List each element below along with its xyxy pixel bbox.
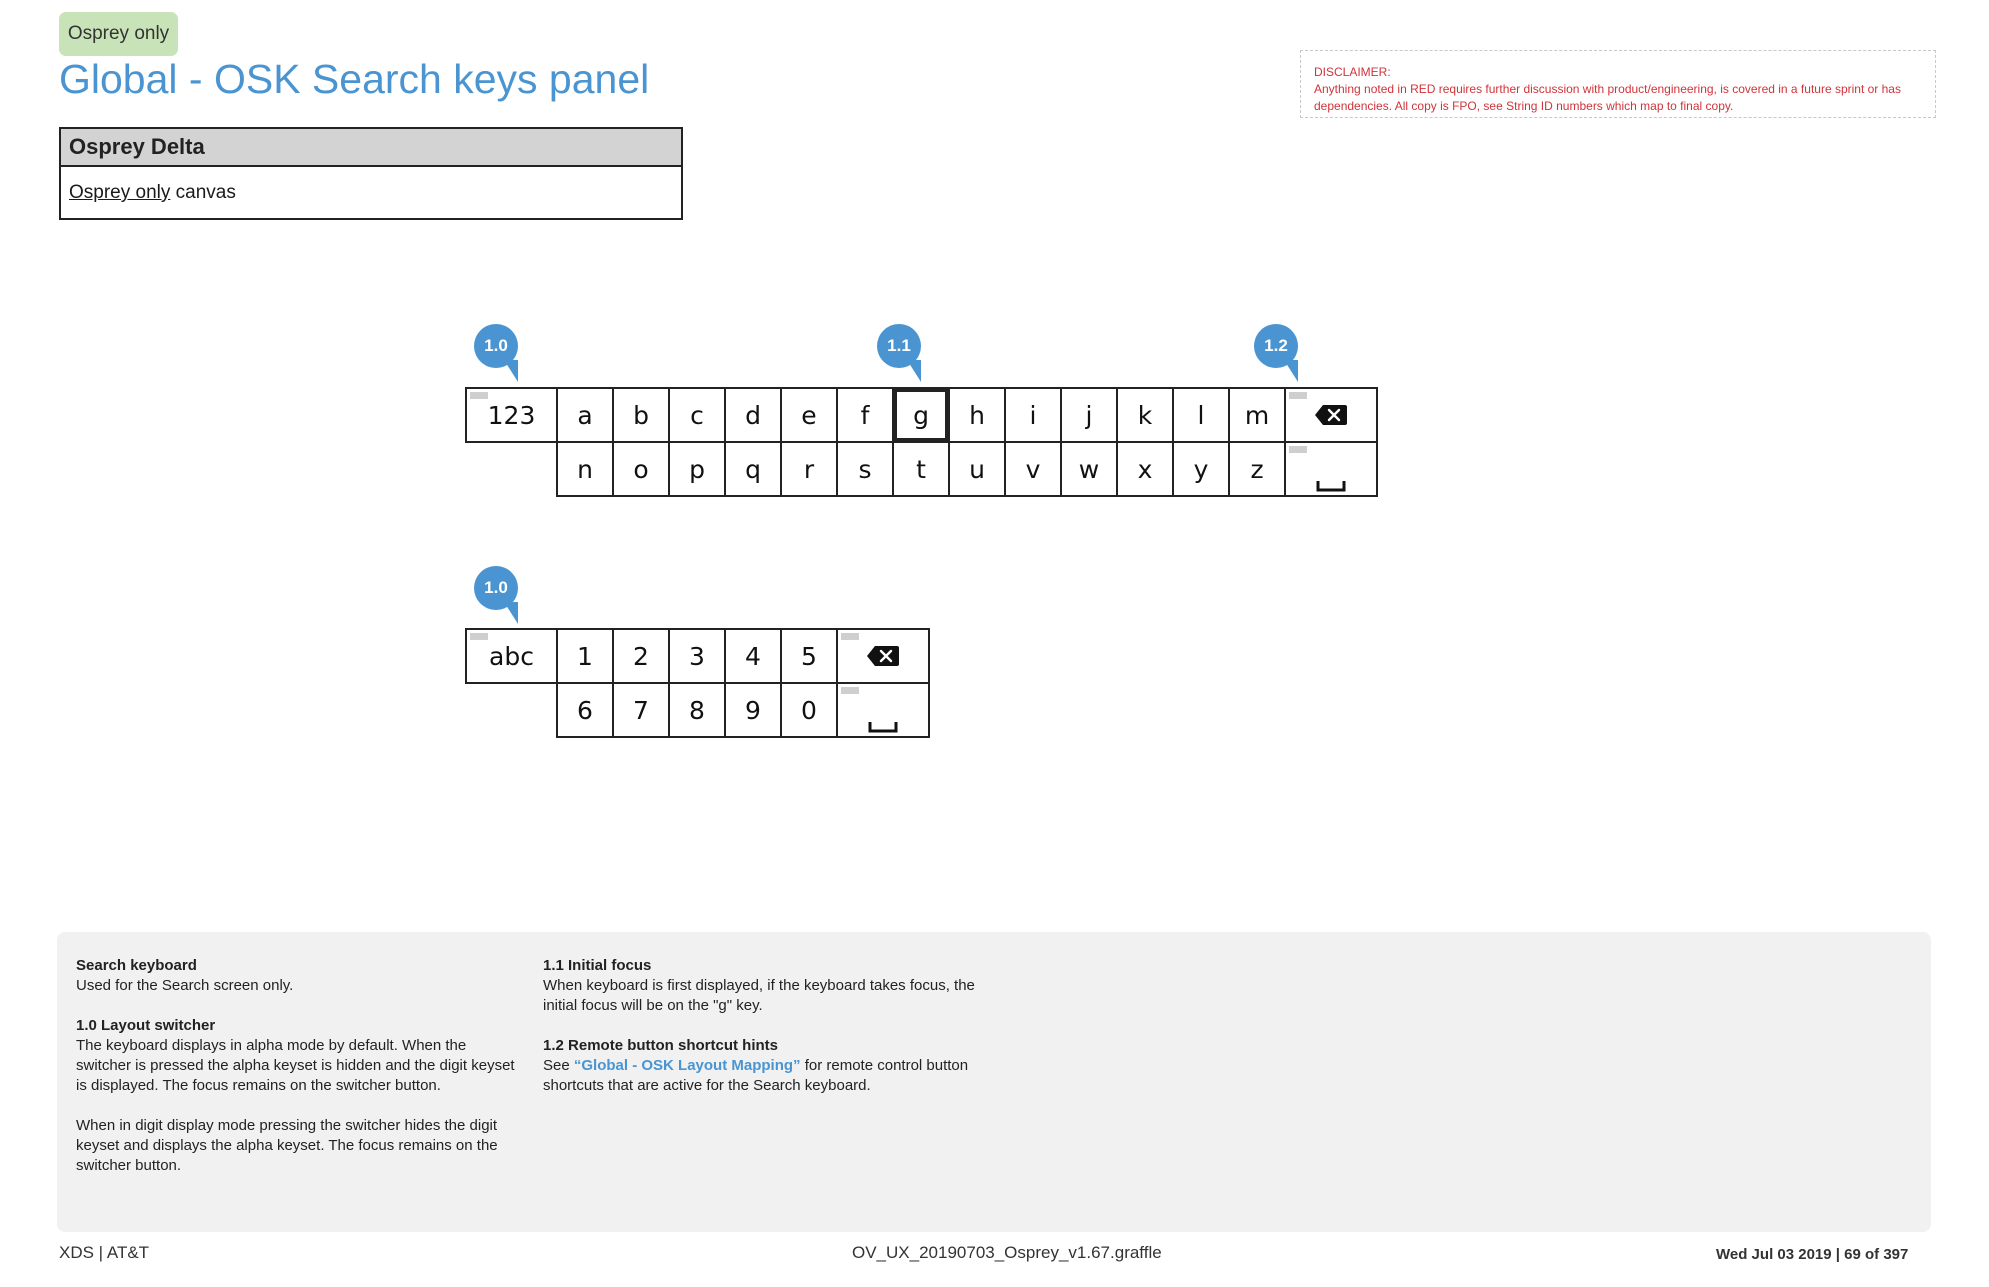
shortcut-hint-marker (470, 392, 488, 399)
key-label: h (969, 400, 985, 430)
layout-switcher-text-2: When in digit display mode pressing the switcher hides the digit keyset and displays the alpha keyset. The focus remains on the switcher button. (76, 1117, 498, 1174)
shortcut-hint-marker (1289, 392, 1307, 399)
context-row-text: canvas (170, 182, 236, 203)
context-table-row (61, 167, 681, 219)
notes-panel (57, 932, 1931, 1232)
alpha-key-c[interactable] (668, 387, 726, 443)
alpha-key-f[interactable] (836, 387, 894, 443)
alpha-key-a[interactable] (556, 387, 614, 443)
key-label: w (1078, 454, 1100, 484)
digit-key-1[interactable] (556, 628, 614, 684)
key-label: u (969, 454, 985, 484)
layout-switcher-key-123[interactable] (465, 387, 558, 443)
key-label: x (1137, 454, 1153, 484)
key-label: d (745, 400, 761, 430)
search-keyboard-heading: Search keyboard (76, 957, 197, 974)
alpha-key-k[interactable] (1116, 387, 1174, 443)
layout-switcher-key-abc[interactable] (465, 628, 558, 684)
key-label: e (801, 400, 817, 430)
alpha-key-o[interactable] (612, 441, 670, 497)
search-keyboard-text: Used for the Search screen only. (76, 977, 294, 994)
alpha-key-v[interactable] (1004, 441, 1062, 497)
digit-key-6[interactable] (556, 682, 614, 738)
key-label: z (1250, 454, 1264, 484)
digit-key-5[interactable] (780, 628, 838, 684)
key-label: v (1025, 454, 1041, 484)
key-label: y (1193, 454, 1209, 484)
footer-filename: OV_UX_20190703_Osprey_v1.67.graffle (852, 1243, 1162, 1262)
key-label: 123 (487, 400, 536, 430)
context-table (59, 127, 683, 220)
disclaimer-text (1314, 64, 1925, 115)
key-label: r (803, 454, 815, 484)
digit-key-8[interactable] (668, 682, 726, 738)
key-label: k (1137, 400, 1153, 430)
digit-key-0[interactable] (780, 682, 838, 738)
osprey-only-link[interactable]: Osprey only (69, 182, 171, 203)
key-label: a (577, 400, 593, 430)
shortcut-hint-marker (841, 633, 859, 640)
alpha-key-e[interactable] (780, 387, 838, 443)
shortcut-hint-marker (1289, 446, 1307, 453)
backspace-icon (1314, 404, 1348, 426)
disclaimer-box (1300, 50, 1936, 118)
alpha-key-s[interactable] (836, 441, 894, 497)
callout-1-0-alpha: 1.0 (474, 324, 518, 368)
key-label: j (1085, 400, 1093, 430)
alpha-key-d[interactable] (724, 387, 782, 443)
space-key[interactable] (836, 682, 930, 738)
digit-key-7[interactable] (612, 682, 670, 738)
key-label: 5 (801, 641, 817, 671)
key-label: 2 (633, 641, 649, 671)
shortcut-hint-marker (470, 633, 488, 640)
alpha-key-u[interactable] (948, 441, 1006, 497)
alpha-key-i[interactable] (1004, 387, 1062, 443)
remote-hints-heading: 1.2 Remote button shortcut hints (543, 1037, 779, 1054)
key-label: s (858, 454, 872, 484)
key-label: t (916, 454, 926, 484)
alpha-key-g[interactable] (892, 387, 950, 443)
key-label: o (633, 454, 649, 484)
alpha-key-q[interactable] (724, 441, 782, 497)
disclaimer-body: Anything noted in RED requires further discussion with product/engineering, is covered in a future sprint or has dependencies. All copy is FPO, see String ID numbers which map to final copy. (1314, 82, 1901, 113)
context-table-header: Osprey Delta (61, 129, 681, 167)
remote-hints-see: See (543, 1057, 574, 1074)
key-label: b (633, 400, 649, 430)
remote-hints-text (543, 1056, 983, 1096)
key-label: 4 (745, 641, 761, 671)
footer-date-page: Wed Jul 03 2019 | 69 of 397 (1716, 1246, 1909, 1263)
page-title: Global - OSK Search keys panel (59, 56, 650, 102)
initial-focus-text: When keyboard is first displayed, if the keyboard takes focus, the initial focus will be on the "g" key. (543, 977, 975, 1014)
key-label: f (860, 400, 870, 430)
space-key[interactable] (1284, 441, 1378, 497)
space-icon (868, 710, 898, 722)
alpha-key-w[interactable] (1060, 441, 1118, 497)
osk-layout-mapping-link[interactable]: “Global - OSK Layout Mapping” (573, 1057, 801, 1074)
alpha-key-x[interactable] (1116, 441, 1174, 497)
key-label: l (1197, 400, 1205, 430)
key-label: 6 (577, 695, 593, 725)
callout-1-0-digit: 1.0 (474, 566, 518, 610)
key-label: q (745, 454, 761, 484)
backspace-key[interactable] (836, 628, 930, 684)
alpha-key-l[interactable] (1172, 387, 1230, 443)
digit-key-3[interactable] (668, 628, 726, 684)
remote-hints-rest: for remote control button shortcuts that are active for the Search keyboard. (543, 1057, 969, 1094)
key-label: p (689, 454, 705, 484)
backspace-key[interactable] (1284, 387, 1378, 443)
digit-key-2[interactable] (612, 628, 670, 684)
alpha-key-m[interactable] (1228, 387, 1286, 443)
initial-focus-heading: 1.1 Initial focus (543, 957, 652, 974)
alpha-key-r[interactable] (780, 441, 838, 497)
osprey-only-tag: Osprey only (59, 12, 178, 56)
callout-1-1: 1.1 (877, 324, 921, 368)
disclaimer-heading: DISCLAIMER: (1314, 65, 1391, 79)
alpha-key-j[interactable] (1060, 387, 1118, 443)
alpha-key-t[interactable] (892, 441, 950, 497)
space-icon (1316, 469, 1346, 481)
alpha-key-b[interactable] (612, 387, 670, 443)
key-label: g (913, 400, 929, 430)
notes-right-column (543, 956, 983, 1116)
key-label: 3 (689, 641, 705, 671)
alpha-key-y[interactable] (1172, 441, 1230, 497)
layout-switcher-text-1: The keyboard displays in alpha mode by default. When the switcher is pressed the alpha keyset is hidden and the digit keyset is displayed. The focus remains on the switcher button. (76, 1037, 515, 1094)
key-label: 7 (633, 695, 649, 725)
key-label: m (1244, 400, 1270, 430)
backspace-icon (866, 645, 900, 667)
key-label: c (690, 400, 704, 430)
alpha-key-n[interactable] (556, 441, 614, 497)
footer-left: XDS | AT&T (59, 1243, 150, 1262)
alpha-key-z[interactable] (1228, 441, 1286, 497)
key-label: i (1029, 400, 1037, 430)
digit-key-4[interactable] (724, 628, 782, 684)
key-label: n (577, 454, 593, 484)
key-label: 8 (689, 695, 705, 725)
digit-key-9[interactable] (724, 682, 782, 738)
key-label: 0 (801, 695, 817, 725)
key-label: 1 (577, 641, 593, 671)
callout-1-2: 1.2 (1254, 324, 1298, 368)
notes-left-column (76, 956, 516, 1196)
shortcut-hint-marker (841, 687, 859, 694)
alpha-key-p[interactable] (668, 441, 726, 497)
layout-switcher-heading: 1.0 Layout switcher (76, 1017, 216, 1034)
alpha-key-h[interactable] (948, 387, 1006, 443)
key-label: abc (489, 641, 534, 671)
key-label: 9 (745, 695, 761, 725)
